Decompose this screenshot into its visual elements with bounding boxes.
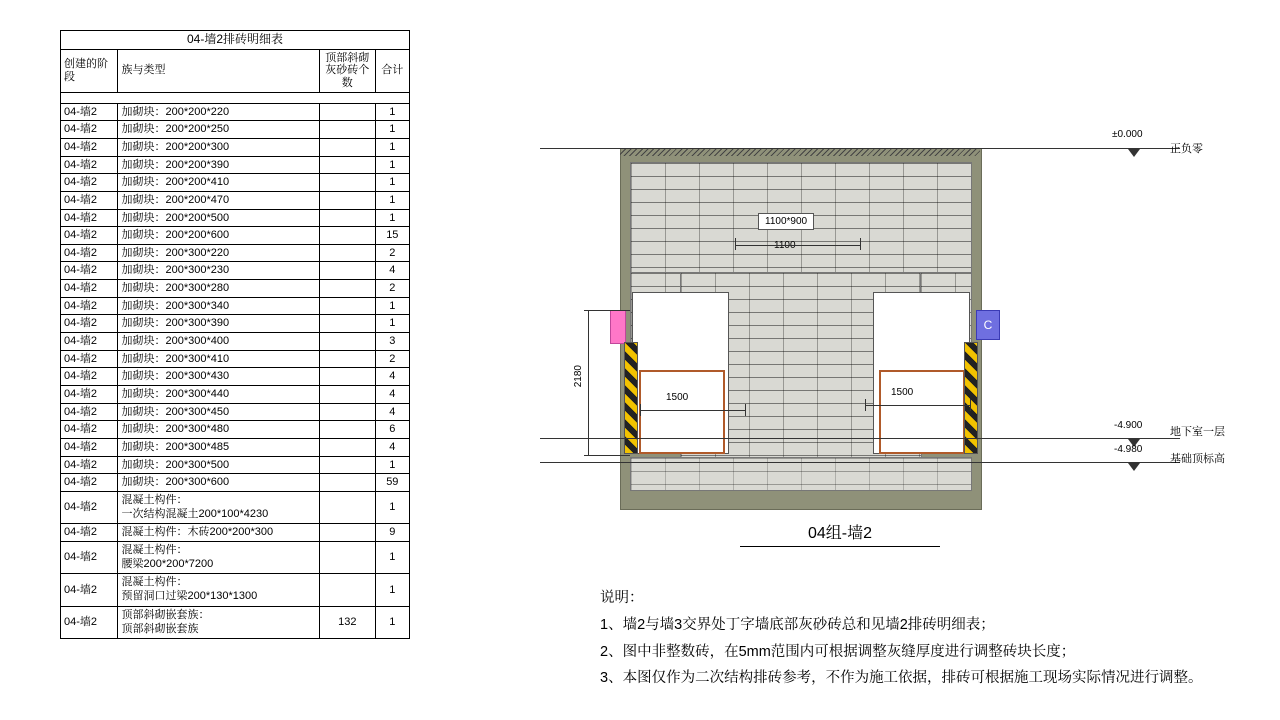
cell-slant-brick-count: [319, 209, 375, 227]
cell-total: 1: [375, 456, 409, 474]
table-row: [61, 421, 410, 439]
cell-family-type: 加砌块：200*300*600: [118, 474, 320, 492]
col-header-stage: 创建的阶段: [61, 49, 118, 92]
cell-slant-brick-count: [319, 333, 375, 351]
cell-slant-brick-count: [319, 121, 375, 139]
cell-family-type: 混凝土构件： 腰梁200*200*7200: [118, 541, 320, 574]
cell-family-type: 混凝土构件：木砖200*200*300: [118, 524, 320, 542]
cell-slant-brick-count: [319, 103, 375, 121]
table-row: [61, 191, 410, 209]
cell-stage: 04-墙2: [61, 524, 118, 542]
dimension-line-vertical: [588, 310, 589, 455]
table-header-row: [61, 49, 410, 92]
top-slanted-brick-hatch: [620, 148, 980, 156]
cell-total: 4: [375, 403, 409, 421]
table-row: [61, 280, 410, 298]
brick-schedule-table: [60, 30, 410, 639]
cell-slant-brick-count: [319, 368, 375, 386]
cell-stage: 04-墙2: [61, 456, 118, 474]
cell-total: 1: [375, 174, 409, 192]
notes-title: 说明：: [600, 590, 644, 606]
cell-total: 1: [375, 297, 409, 315]
level-symbol-zero: [1128, 149, 1140, 157]
table-row: [61, 385, 410, 403]
cell-total: 1: [375, 606, 409, 639]
cell-family-type: 加砌块：200*200*390: [118, 156, 320, 174]
note-item: 3、本图仅作为二次结构排砖参考，不作为施工依据，排砖可根据施工现场实际情况进行调整。: [600, 670, 1203, 687]
cell-slant-brick-count: [319, 421, 375, 439]
cell-family-type: 加砌块：200*200*300: [118, 139, 320, 157]
cell-slant-brick-count: 132: [319, 606, 375, 639]
cell-stage: 04-墙2: [61, 139, 118, 157]
cell-total: 1: [375, 156, 409, 174]
cell-family-type: 加砌块：200*300*450: [118, 403, 320, 421]
callout-opening-size: 1100*900: [758, 213, 814, 230]
cell-total: 15: [375, 227, 409, 245]
callout-dim-left: 1500: [666, 392, 689, 403]
cell-stage: 04-墙2: [61, 350, 118, 368]
cell-stage: 04-墙2: [61, 244, 118, 262]
cell-total: 1: [375, 209, 409, 227]
cell-stage: 04-墙2: [61, 474, 118, 492]
cell-family-type: 加砌块：200*300*410: [118, 350, 320, 368]
cell-family-type: 加砌块：200*300*230: [118, 262, 320, 280]
cell-slant-brick-count: [319, 541, 375, 574]
table-row: [61, 227, 410, 245]
cell-stage: 04-墙2: [61, 403, 118, 421]
cell-family-type: 加砌块：200*300*480: [118, 421, 320, 439]
table-row: [61, 244, 410, 262]
cell-slant-brick-count: [319, 227, 375, 245]
cell-stage: 04-墙2: [61, 297, 118, 315]
level-elev-foundation: -4.980: [1114, 444, 1143, 455]
cell-stage: 04-墙2: [61, 385, 118, 403]
dimension-label-vertical: 2180: [573, 365, 584, 388]
cell-total: 1: [375, 139, 409, 157]
table-row: [61, 297, 410, 315]
level-symbol-foundation: [1128, 463, 1140, 471]
cell-slant-brick-count: [319, 280, 375, 298]
cell-total: 1: [375, 315, 409, 333]
table-row: [61, 438, 410, 456]
table-title: 04-墙2排砖明细表: [61, 31, 410, 50]
opening-frame-left: [639, 370, 725, 454]
cell-slant-brick-count: [319, 403, 375, 421]
leader-tick-dim-left-a: [640, 404, 641, 416]
cell-family-type: 加砌块：200*200*600: [118, 227, 320, 245]
cell-stage: 04-墙2: [61, 333, 118, 351]
figure-caption: 04组-墙2: [740, 520, 940, 547]
cell-family-type: 加砌块：200*200*410: [118, 174, 320, 192]
cell-slant-brick-count: [319, 456, 375, 474]
leader-tick-right: [860, 238, 861, 250]
cell-stage: 04-墙2: [61, 368, 118, 386]
cell-slant-brick-count: [319, 350, 375, 368]
cell-stage: 04-墙2: [61, 421, 118, 439]
cell-stage: 04-墙2: [61, 438, 118, 456]
cell-stage: 04-墙2: [61, 491, 118, 524]
cell-family-type: 加砌块：200*300*340: [118, 297, 320, 315]
cell-stage: 04-墙2: [61, 121, 118, 139]
table-row: [61, 524, 410, 542]
cell-total: 1: [375, 574, 409, 607]
cell-family-type: 顶部斜砌嵌套族： 顶部斜砌嵌套族: [118, 606, 320, 639]
col-header-total: 合计: [375, 49, 409, 92]
table-row: [61, 121, 410, 139]
cell-slant-brick-count: [319, 139, 375, 157]
table-row: [61, 209, 410, 227]
cell-family-type: 加砌块：200*300*485: [118, 438, 320, 456]
leader-tick-dim-right-a: [865, 399, 866, 411]
level-name-zero: 正负零: [1170, 143, 1203, 155]
col-header-count: 顶部斜砌灰砂砖个数: [319, 49, 375, 92]
leader-tick-left: [735, 238, 736, 250]
cell-stage: 04-墙2: [61, 227, 118, 245]
cell-total: 2: [375, 280, 409, 298]
leader-line-opening: [735, 245, 860, 246]
note-item: 2、图中非整数砖，在5mm范围内可根据调整灰缝厚度进行调整砖块长度；: [600, 643, 1076, 660]
level-line-zero: [540, 148, 1180, 149]
cell-slant-brick-count: [319, 438, 375, 456]
leader-tick-dim-left-b: [745, 404, 746, 416]
cell-slant-brick-count: [319, 156, 375, 174]
cell-family-type: 加砌块：200*200*500: [118, 209, 320, 227]
level-elev-basement: -4.900: [1114, 420, 1143, 431]
cell-family-type: 加砌块：200*300*280: [118, 280, 320, 298]
cell-total: 6: [375, 421, 409, 439]
cell-total: 2: [375, 350, 409, 368]
table-row: [61, 103, 410, 121]
dimension-ext-bottom: [588, 455, 630, 456]
level-elev-zero: ±0.000: [1112, 129, 1143, 140]
table-row: [61, 403, 410, 421]
cell-family-type: 加砌块：200*200*220: [118, 103, 320, 121]
cell-family-type: 混凝土构件： 一次结构混凝土200*100*4230: [118, 491, 320, 524]
table-row: [61, 368, 410, 386]
wall-elevation-drawing: [540, 120, 1240, 540]
leader-line-dim-right: [865, 405, 970, 406]
table-row: [61, 174, 410, 192]
cell-slant-brick-count: [319, 524, 375, 542]
cell-stage: 04-墙2: [61, 315, 118, 333]
blue-marker-tag: C: [976, 310, 1000, 340]
table-title-row: [61, 31, 410, 50]
cell-slant-brick-count: [319, 244, 375, 262]
cell-family-type: 加砌块：200*200*470: [118, 191, 320, 209]
table-row: [61, 350, 410, 368]
cell-total: 1: [375, 191, 409, 209]
table-row: [61, 156, 410, 174]
cell-total: 4: [375, 438, 409, 456]
level-line-foundation: [540, 462, 1180, 463]
cell-total: 2: [375, 244, 409, 262]
opening-frame-right: [879, 370, 965, 454]
callout-dim-right: 1500: [891, 387, 914, 398]
cell-family-type: 加砌块：200*300*220: [118, 244, 320, 262]
cell-family-type: 混凝土构件： 预留洞口过梁200*130*1300: [118, 574, 320, 607]
cell-stage: 04-墙2: [61, 280, 118, 298]
cell-slant-brick-count: [319, 262, 375, 280]
cell-slant-brick-count: [319, 174, 375, 192]
cell-slant-brick-count: [319, 574, 375, 607]
table-row: [61, 491, 410, 524]
table-row: [61, 541, 410, 574]
cell-family-type: 加砌块：200*300*430: [118, 368, 320, 386]
cell-slant-brick-count: [319, 191, 375, 209]
cell-stage: 04-墙2: [61, 103, 118, 121]
leader-line-dim-left: [640, 410, 745, 411]
cell-stage: 04-墙2: [61, 606, 118, 639]
table-row: [61, 574, 410, 607]
cell-slant-brick-count: [319, 297, 375, 315]
level-name-foundation: 基础顶标高: [1170, 453, 1225, 465]
cell-stage: 04-墙2: [61, 262, 118, 280]
dimension-ext-top: [588, 310, 630, 311]
cell-slant-brick-count: [319, 315, 375, 333]
cell-family-type: 加砌块：200*300*440: [118, 385, 320, 403]
cell-total: 1: [375, 121, 409, 139]
cell-total: 9: [375, 524, 409, 542]
cell-slant-brick-count: [319, 491, 375, 524]
col-header-family: 族与类型: [118, 49, 320, 92]
cell-total: 59: [375, 474, 409, 492]
table-spacer-row: [61, 92, 410, 103]
table-row: [61, 456, 410, 474]
level-name-basement: 地下室一层: [1170, 426, 1225, 438]
cell-total: 1: [375, 541, 409, 574]
cell-family-type: 加砌块：200*300*390: [118, 315, 320, 333]
pink-marker-tag: [610, 310, 626, 344]
leader-tick-dim-right-b: [970, 399, 971, 411]
table-row: [61, 315, 410, 333]
table-row: [61, 262, 410, 280]
cell-stage: 04-墙2: [61, 191, 118, 209]
cell-family-type: 加砌块：200*300*500: [118, 456, 320, 474]
cell-total: 4: [375, 262, 409, 280]
cell-stage: 04-墙2: [61, 174, 118, 192]
cell-stage: 04-墙2: [61, 541, 118, 574]
cell-total: 4: [375, 368, 409, 386]
cell-total: 4: [375, 385, 409, 403]
cell-slant-brick-count: [319, 385, 375, 403]
cell-total: 1: [375, 103, 409, 121]
table-row: [61, 139, 410, 157]
cell-family-type: 加砌块：200*200*250: [118, 121, 320, 139]
cell-family-type: 加砌块：200*300*400: [118, 333, 320, 351]
note-item: 1、墙2与墙3交界处丁字墙底部灰砂砖总和见墙2排砖明细表；: [600, 616, 995, 633]
table-row: [61, 333, 410, 351]
cell-stage: 04-墙2: [61, 156, 118, 174]
level-line-basement: [540, 438, 1180, 439]
cell-total: 3: [375, 333, 409, 351]
table-row: [61, 474, 410, 492]
notes-block: [600, 585, 1260, 692]
cell-stage: 04-墙2: [61, 209, 118, 227]
cell-slant-brick-count: [319, 474, 375, 492]
table-row: [61, 606, 410, 639]
cell-stage: 04-墙2: [61, 574, 118, 607]
cell-total: 1: [375, 491, 409, 524]
